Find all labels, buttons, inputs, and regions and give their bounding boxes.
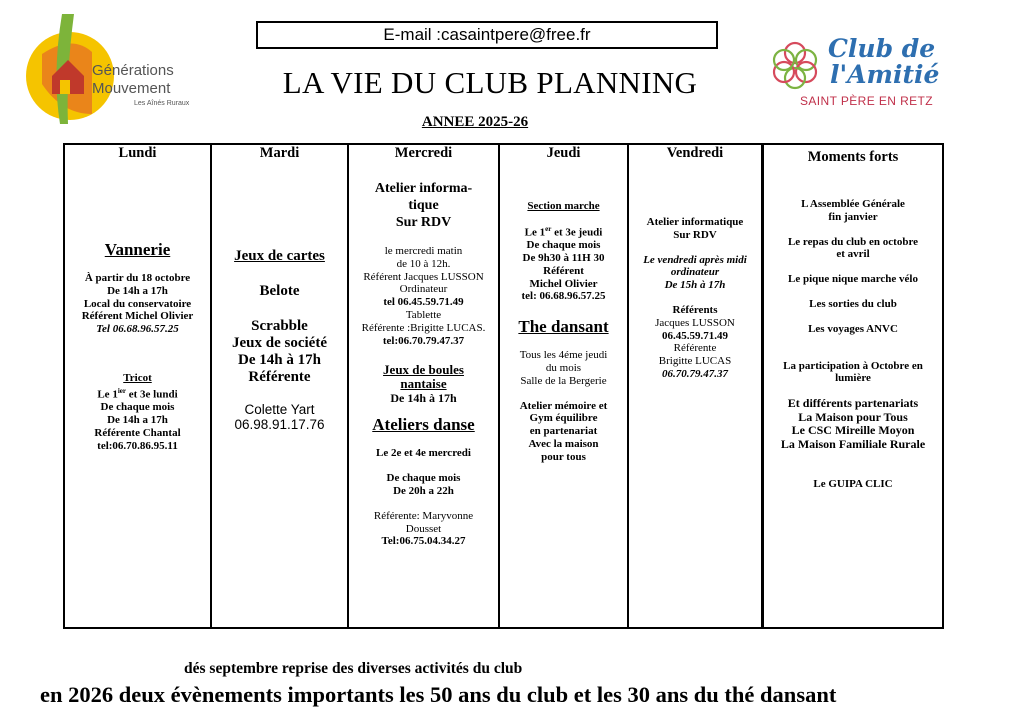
column-header: Vendredi <box>666 145 724 161</box>
column-mardi <box>210 145 347 627</box>
column-lundi <box>65 145 210 627</box>
text: Sur RDV <box>673 228 717 241</box>
text: 06.98.91.17.76 <box>234 417 325 432</box>
column-header: Moments forts <box>807 149 899 165</box>
text: Référente <box>248 369 311 385</box>
text: Référent Jacques LUSSON <box>363 270 484 283</box>
logo-right-line1: Club de <box>828 34 936 63</box>
text: De 14h à 17h <box>238 352 321 368</box>
text: tel:06.70.86.95.11 <box>97 439 178 452</box>
text: De 20h a 22h <box>393 484 454 497</box>
text: Scrabble <box>251 318 308 334</box>
text: De 14h a 17h <box>107 284 168 297</box>
text: Le CSC Mireille Moyon <box>791 423 915 438</box>
atelier-info-title: Atelier informatique <box>646 216 744 228</box>
text: Référente :Brigitte LUCAS. <box>361 321 486 334</box>
text: Le GUIPA CLIC <box>813 477 893 490</box>
text: tel:06.70.79.47.37 <box>382 334 465 347</box>
marche-title: Section marche <box>527 200 600 212</box>
text: fin janvier <box>828 210 878 223</box>
column-vendredi <box>627 145 761 627</box>
text: Ordinateur <box>399 283 448 296</box>
text: De 14h a 17h <box>107 414 168 427</box>
text: de 10 à 12h. <box>396 257 451 270</box>
boules-title: Jeux de boules <box>383 362 464 378</box>
text: Avec la maison <box>528 438 599 451</box>
text: le mercredi matin <box>384 245 463 257</box>
tricot-title: Tricot <box>123 371 152 384</box>
text: Référente: Maryvonne <box>373 509 474 522</box>
footer-line2: en 2026 deux évènements importants les 50 ans du club et les 30 ans du thé dansant <box>40 682 837 707</box>
text: La participation à Octobre en <box>783 359 923 372</box>
text: Colette Yart <box>244 402 315 417</box>
text: tel 06.45.59.71.49 <box>383 296 464 309</box>
text: De chaque mois <box>100 401 175 414</box>
text: Tel:06.75.04.34.27 <box>381 535 466 548</box>
logo-left-line2: Mouvement <box>92 80 171 97</box>
text: ordinateur <box>670 266 720 279</box>
logo-right-line3: SAINT PÈRE EN RETZ <box>800 94 934 108</box>
text: Tel 06.68.96.57.25 <box>96 323 179 336</box>
text: 06.45.59.71.49 <box>662 329 728 342</box>
text: Jacques LUSSON <box>655 316 735 329</box>
danse-title: Ateliers danse <box>372 415 475 435</box>
text: Les sorties du club <box>809 297 897 310</box>
planning-table <box>63 143 944 629</box>
text: Référente <box>673 342 717 355</box>
text: Sur RDV <box>395 215 452 230</box>
dansant-title: The dansant <box>518 317 609 337</box>
text: Référente Chantal <box>94 426 181 439</box>
text: Le 2e et 4e mercredi <box>376 447 471 460</box>
column-header: Lundi <box>118 145 157 161</box>
vannerie-title: Vannerie <box>104 240 171 259</box>
text: La Maison pour Tous <box>798 409 908 424</box>
text: L Assemblée Générale <box>801 198 905 210</box>
text: du mois <box>545 362 582 375</box>
logo-left-line3: Les Aînés Ruraux <box>134 100 190 107</box>
text: De chaque mois <box>386 472 461 485</box>
text: nantaise <box>400 376 447 392</box>
column-moments-forts <box>761 145 942 627</box>
text: en partenariat <box>529 425 598 438</box>
text: et avril <box>836 248 870 261</box>
text: Atelier mémoire et <box>519 399 608 412</box>
text: 06.70.79.47.37 <box>662 367 728 380</box>
text: Gym équilibre <box>529 412 598 425</box>
text: La Maison Familiale Rurale <box>780 436 926 451</box>
logo-right-line2: l'Amitié <box>830 60 940 89</box>
text: Le repas du club en octobre <box>787 235 919 248</box>
text: De 9h30 à 11H 30 <box>522 252 605 265</box>
text: Référents <box>672 303 718 316</box>
text: Local du conservatoire <box>83 297 192 310</box>
text: De 15h à 17h <box>664 279 726 292</box>
text: De 14h à 17h <box>390 391 457 406</box>
text: Le pique nique marche vélo <box>788 273 918 286</box>
text: Tablette <box>405 308 442 321</box>
text: Le 1er et 3e jeudi <box>524 224 603 239</box>
footer-line1: dés septembre reprise des diverses activités du club <box>184 660 523 677</box>
text: Référent Michel Olivier <box>81 310 194 323</box>
year-label: ANNEE 2025-26 <box>421 114 529 130</box>
page-title: LA VIE DU CLUB PLANNING <box>282 65 698 100</box>
column-header: Jeudi <box>546 145 581 161</box>
text: pour tous <box>541 450 586 463</box>
text: Belote <box>259 283 300 299</box>
text: Salle de la Bergerie <box>520 374 607 387</box>
column-mercredi <box>347 145 498 627</box>
text: Brigitte LUCAS <box>658 355 732 368</box>
text: Les voyages ANVC <box>808 322 898 335</box>
text: tique <box>408 198 439 213</box>
text: Le $1^{ier}$ et 3e lundi <box>97 386 178 401</box>
column-header: Mercredi <box>394 145 453 161</box>
text: Dousset <box>405 522 442 535</box>
text: De chaque mois <box>526 239 601 252</box>
text: lumière <box>835 372 871 385</box>
email-box: E-mail :casaintpere@free.fr <box>256 21 718 49</box>
text: À partir du 18 octobre <box>84 272 191 284</box>
text: Et différents partenariats <box>787 396 919 411</box>
column-header: Mardi <box>259 145 300 161</box>
text: Jeux de société <box>232 335 327 351</box>
text: Tous les 4éme jeudi <box>519 349 608 362</box>
text: Référent <box>543 264 584 277</box>
logo-left-line1: Générations <box>92 62 174 79</box>
text: tel: 06.68.96.57.25 <box>521 290 606 303</box>
jeux-cartes-title: Jeux de cartes <box>234 248 325 264</box>
text: Le vendredi après midi <box>643 253 747 266</box>
column-jeudi <box>498 145 627 627</box>
atelier-title: Atelier informa- <box>374 181 473 196</box>
text: Michel Olivier <box>529 277 598 290</box>
